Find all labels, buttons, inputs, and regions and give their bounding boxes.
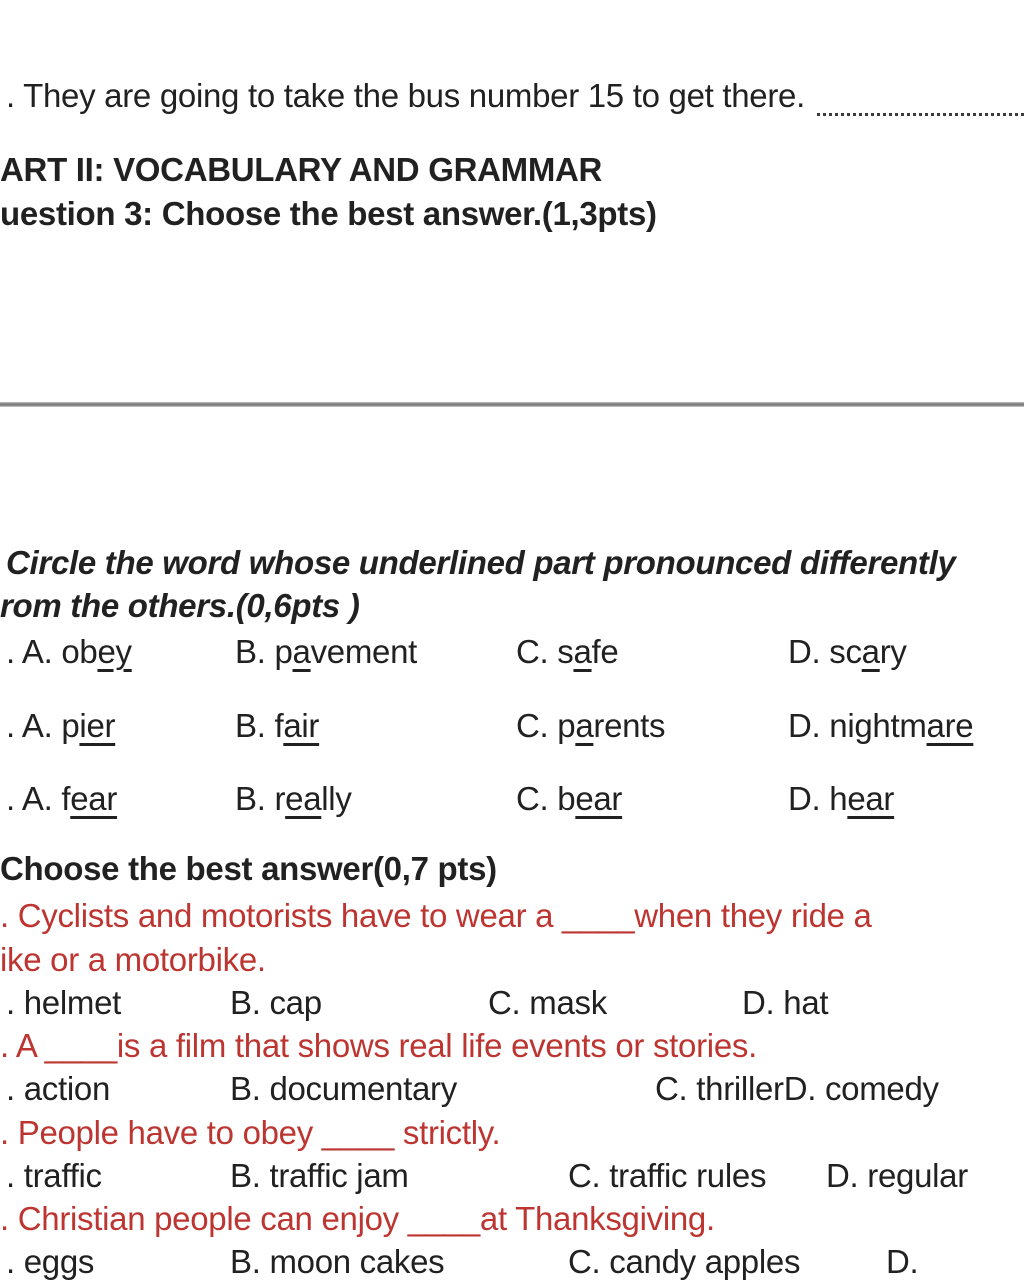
pron-option: B. really [235,780,352,817]
question3-heading: uestion 3: Choose the best answer.(1,3pts) [0,195,657,232]
vocab-option: D. hat [742,984,829,1021]
pron-row-1 [0,632,1024,674]
pron-option: D. nightmare [788,707,974,744]
vocab-option: C. mask [488,984,607,1021]
section-divider-line [0,402,1024,407]
vocab-heading: Choose the best answer(0,7 pts) [0,850,497,887]
vocab-option: B. documentary [230,1070,457,1107]
pron-instruction-line1: Circle the word whose underlined part pronounced differently [6,544,956,581]
vocab-option: C. traffic rules [568,1157,767,1194]
pron-option: D. scary [788,633,907,670]
vocab-option: B. moon cakes [230,1243,445,1280]
vocab-q2-options [0,1069,1024,1111]
underlined-part: a [573,633,592,670]
underlined-part: ier [79,707,116,744]
vocab-q4-options [0,1242,1024,1280]
pron-option: . A. fear [6,780,118,817]
pron-option: . A. pier [6,707,116,744]
dotted-answer-line [817,81,1024,116]
vocab-q1-line1: . Cyclists and motorists have to wear a ____when they ride a [0,897,872,934]
underlined-part: a [292,633,311,670]
pron-option: C. parents [516,707,666,744]
part-ii-heading: ART II: VOCABULARY AND GRAMMAR [0,151,603,188]
sentence-bus-text: . They are going to take the bus number 15 to get there. [6,77,805,114]
vocab-q2-line1: . A ____is a film that shows real life events or stories. [0,1027,757,1064]
vocab-option: C. thrillerD. comedy [655,1070,939,1107]
pron-option: B. fair [235,707,320,744]
pron-row-2 [0,706,1024,748]
vocab-option: C. candy apples [568,1243,801,1280]
vocab-option: . eggs [6,1243,95,1280]
pron-option: B. pavement [235,633,417,670]
underlined-part: air [283,707,320,744]
vocab-option: . traffic [6,1157,102,1194]
vocab-q1-options [0,983,1024,1025]
underlined-part: ea [285,780,322,817]
underlined-part: ear [847,780,895,817]
underlined-part: a [861,633,880,670]
underlined-part: ear [70,780,118,817]
sentence-bus-line [6,76,1024,116]
pron-option: . A. obey [6,633,132,670]
vocab-q1-line2: ike or a motorbike. [0,941,266,978]
vocab-q3-line1: . People have to obey ____ strictly. [0,1114,501,1151]
vocab-option: . helmet [6,984,121,1021]
pron-option: C. safe [516,633,619,670]
vocab-option: D. regular [826,1157,968,1194]
pron-instruction-line2: rom the others.(0,6pts ) [0,587,360,624]
pron-row-3 [0,779,1024,821]
underlined-part: a [575,707,594,744]
vocab-option: B. traffic jam [230,1157,409,1194]
pron-option: D. hear [788,780,895,817]
pron-option: C. bear [516,780,623,817]
vocab-option: D. [886,1243,919,1280]
vocab-option: . action [6,1070,110,1107]
underlined-part: ey [97,633,132,670]
vocab-q3-options [0,1156,1024,1198]
underlined-part: are [926,707,974,744]
vocab-option: B. cap [230,984,322,1021]
underlined-part: ear [575,780,623,817]
vocab-q4-line1: . Christian people can enjoy ____at Thanksgiving. [0,1200,715,1237]
